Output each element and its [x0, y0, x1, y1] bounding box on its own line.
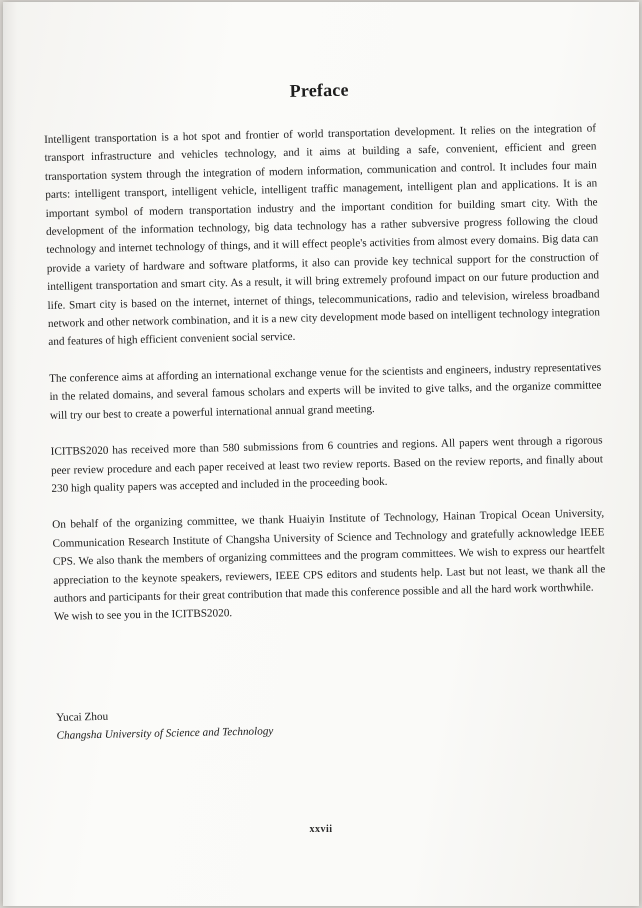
closing-line: We wish to see you in the ICITBS2020. [54, 607, 233, 624]
author-affiliation: Changsha University of Science and Technology [56, 725, 274, 742]
paragraph-submissions: ICITBS2020 has received more than 580 submissions from 6 countries and regions. All papers went through a rigorous peer review procedure and each paper received at least two review reports. Based on the review reports, and finally about 230 high quality papers was accepted and included in the proceeding book. [50, 434, 604, 495]
preface-content [43, 74, 609, 744]
page-title: Preface [289, 79, 349, 101]
signature-block [56, 697, 609, 745]
page-number: xxvii [309, 824, 333, 835]
paragraph-conference-aims: The conference aims at affording an international exchange venue for the scientists and engineers, industry representatives in the related domains, and several famous scholars and experts will be invited to give talks, and the organize committee will try our best to create a powerful international annual grand meeting. [49, 361, 602, 422]
document-page [3, 2, 639, 906]
paragraph-intro: Intelligent transportation is a hot spot and frontier of world transportation development. It relies on the integration of transport infrastructure and vehicles technology, and it aims at building a safe, convenient, efficient and green transportation system through the integration of modern information, communication and control. It includes four main parts: intelligent transport, intelligent vehicle, intelligent traffic management, intelligent plan and applications. It is an important symbol of modern transportation industry and the important condition for building smart city. With the development of the information technology, big data technology has a rather subversive progress following the cloud technology and internet technology of things, and it will effect people's activities from almost every domains. Big data can provide a variety of hardware and software platforms, it also can provide key technical support for the construction of intelligent transportation and smart city. As a result, it will bring extremely profound impact on our future production and life. Smart city is based on the internet, internet of things, telecommunications, radio and television, wireless broadband network and other network combination, and it is a new city development mode based on intelligent technology integration and features of high efficient convenient social service. [44, 122, 600, 349]
paragraph-acknowledgements: On behalf of the organizing committee, we thank Huaiyin Institute of Technology, Hainan Tropical Ocean University, Communication Research Institute of Changsha University of Science and Technology and gratefully acknowledge IEEE CPS. We also thank the members of organizing committees and the program committees. We wish to express our heartfelt appreciation to the keynote speakers, reviewers, IEEE CPS editors and students help. Last but not least, we thank all the authors and participants for their great contribution that made this conference possible and all the hard work worthwhile. [52, 507, 606, 605]
page-edge-shadow [3, 2, 17, 906]
author-name: Yucai Zhou [56, 710, 109, 724]
